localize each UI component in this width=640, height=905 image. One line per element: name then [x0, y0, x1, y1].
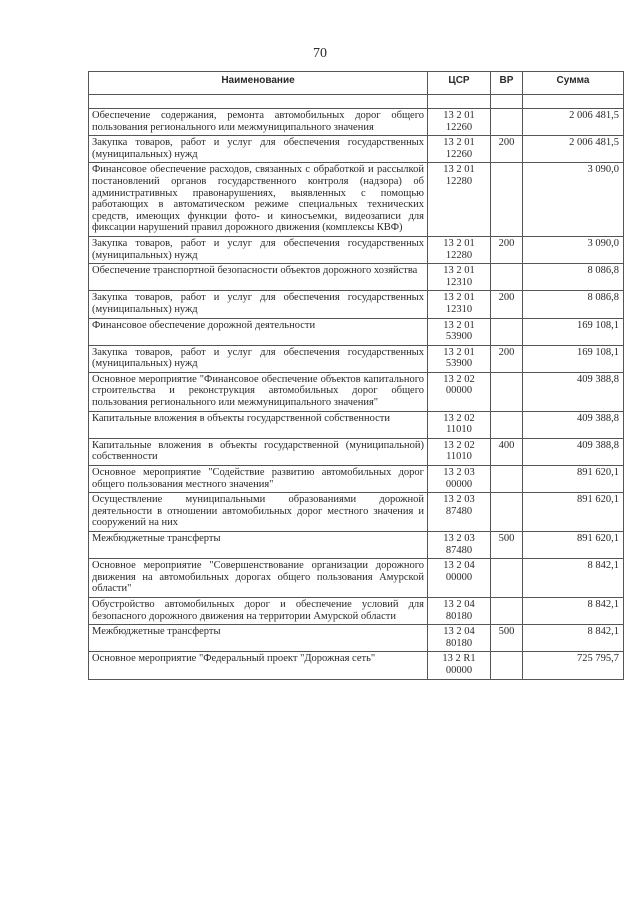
row-vr: 500 — [491, 625, 523, 652]
row-sum: 2 006 481,5 — [523, 109, 624, 136]
row-name: Межбюджетные трансферты — [89, 625, 428, 652]
table-row — [89, 109, 624, 136]
row-csr: 13 2 01 12260 — [428, 109, 491, 136]
table-row — [89, 372, 624, 411]
header-name: Наименование — [89, 72, 428, 95]
table-row — [89, 236, 624, 263]
row-csr: 13 2 02 11010 — [428, 411, 491, 438]
row-sum: 8 842,1 — [523, 625, 624, 652]
header-gap — [89, 95, 624, 109]
row-sum: 2 006 481,5 — [523, 136, 624, 163]
row-csr: 13 2 01 12310 — [428, 291, 491, 318]
row-sum: 8 842,1 — [523, 597, 624, 624]
header-csr: ЦСР — [428, 72, 491, 95]
row-sum: 8 842,1 — [523, 559, 624, 598]
row-name: Обеспечение содержания, ремонта автомобильных дорог общего пользования регионального или межмуниципального значения — [89, 109, 428, 136]
row-sum: 891 620,1 — [523, 493, 624, 532]
row-sum: 409 388,8 — [523, 438, 624, 465]
row-vr — [491, 372, 523, 411]
row-vr — [491, 493, 523, 532]
row-csr: 13 2 01 12280 — [428, 236, 491, 263]
row-vr — [491, 411, 523, 438]
row-name: Капитальные вложения в объекты государственной собственности — [89, 411, 428, 438]
row-sum: 8 086,8 — [523, 291, 624, 318]
table-row — [89, 466, 624, 493]
table-row — [89, 345, 624, 372]
row-sum: 8 086,8 — [523, 264, 624, 291]
table-row — [89, 652, 624, 679]
row-vr — [491, 163, 523, 237]
row-csr: 13 2 01 12260 — [428, 136, 491, 163]
row-csr: 13 2 01 53900 — [428, 318, 491, 345]
table-row — [89, 163, 624, 237]
table-row — [89, 625, 624, 652]
row-vr: 400 — [491, 438, 523, 465]
row-name: Обеспечение транспортной безопасности объектов дорожного хозяйства — [89, 264, 428, 291]
page-number: 70 — [313, 46, 327, 61]
row-csr: 13 2 03 87480 — [428, 532, 491, 559]
row-sum: 169 108,1 — [523, 318, 624, 345]
row-csr: 13 2 01 12280 — [428, 163, 491, 237]
budget-table — [88, 71, 624, 680]
row-name: Обустройство автомобильных дорог и обеспечение условий для безопасного дорожного движения на территории Амурской области — [89, 597, 428, 624]
row-vr — [491, 318, 523, 345]
row-name: Межбюджетные трансферты — [89, 532, 428, 559]
row-csr: 13 2 01 53900 — [428, 345, 491, 372]
row-sum: 3 090,0 — [523, 163, 624, 237]
row-csr: 13 2 04 00000 — [428, 559, 491, 598]
row-vr — [491, 109, 523, 136]
row-vr: 500 — [491, 532, 523, 559]
row-sum: 891 620,1 — [523, 532, 624, 559]
row-sum: 891 620,1 — [523, 466, 624, 493]
row-vr — [491, 597, 523, 624]
table-row — [89, 291, 624, 318]
row-name: Закупка товаров, работ и услуг для обеспечения государственных (муниципальных) нужд — [89, 236, 428, 263]
row-vr — [491, 559, 523, 598]
row-name: Закупка товаров, работ и услуг для обеспечения государственных (муниципальных) нужд — [89, 345, 428, 372]
header-vr: ВР — [491, 72, 523, 95]
row-csr: 13 2 02 11010 — [428, 438, 491, 465]
row-sum: 409 388,8 — [523, 372, 624, 411]
row-vr: 200 — [491, 345, 523, 372]
row-vr: 200 — [491, 136, 523, 163]
row-name: Закупка товаров, работ и услуг для обеспечения государственных (муниципальных) нужд — [89, 291, 428, 318]
row-sum: 409 388,8 — [523, 411, 624, 438]
row-csr: 13 2 03 87480 — [428, 493, 491, 532]
row-name: Финансовое обеспечение дорожной деятельности — [89, 318, 428, 345]
row-name: Осуществление муниципальными образованиями дорожной деятельности в отношении автомобильных дорог местного значения и сооружений на них — [89, 493, 428, 532]
row-csr: 13 2 01 12310 — [428, 264, 491, 291]
row-name: Капитальные вложения в объекты государственной (муниципальной) собственности — [89, 438, 428, 465]
row-vr — [491, 652, 523, 679]
row-vr — [491, 264, 523, 291]
table-row — [89, 493, 624, 532]
row-vr — [491, 466, 523, 493]
row-sum: 169 108,1 — [523, 345, 624, 372]
row-csr: 13 2 02 00000 — [428, 372, 491, 411]
row-sum: 725 795,7 — [523, 652, 624, 679]
row-vr: 200 — [491, 236, 523, 263]
row-csr: 13 2 04 80180 — [428, 625, 491, 652]
row-name: Финансовое обеспечение расходов, связанных с обработкой и рассылкой постановлений органов государственного контроля (надзора) об административных правонарушениях, выявленных с помощью работающих в автоматическом режиме специальных технических средств, имеющих функции фото- и киносъемки, видеозаписи для фиксации нарушений правил дорожного движения (комплексы КВФ) — [89, 163, 428, 237]
table-row — [89, 438, 624, 465]
row-csr: 13 2 03 00000 — [428, 466, 491, 493]
row-name: Основное мероприятие "Финансовое обеспечение объектов капитального строительства и реконструкция автомобильных дорог общего пользования регионального или межмуниципального значения" — [89, 372, 428, 411]
table-row — [89, 411, 624, 438]
row-vr: 200 — [491, 291, 523, 318]
table-row — [89, 136, 624, 163]
table-row — [89, 318, 624, 345]
row-name: Закупка товаров, работ и услуг для обеспечения государственных (муниципальных) нужд — [89, 136, 428, 163]
row-csr: 13 2 R1 00000 — [428, 652, 491, 679]
row-csr: 13 2 04 80180 — [428, 597, 491, 624]
header-sum: Сумма — [523, 72, 624, 95]
row-name: Основное мероприятие "Федеральный проект "Дорожная сеть" — [89, 652, 428, 679]
table-header-row — [89, 72, 624, 95]
row-name: Основное мероприятие "Содействие развитию автомобильных дорог общего пользования местного значения" — [89, 466, 428, 493]
table-row — [89, 559, 624, 598]
row-sum: 3 090,0 — [523, 236, 624, 263]
table-row — [89, 264, 624, 291]
table-row — [89, 597, 624, 624]
row-name: Основное мероприятие "Совершенствование организации дорожного движения на автомобильных дорогах общего пользования Амурской области" — [89, 559, 428, 598]
table-row — [89, 532, 624, 559]
